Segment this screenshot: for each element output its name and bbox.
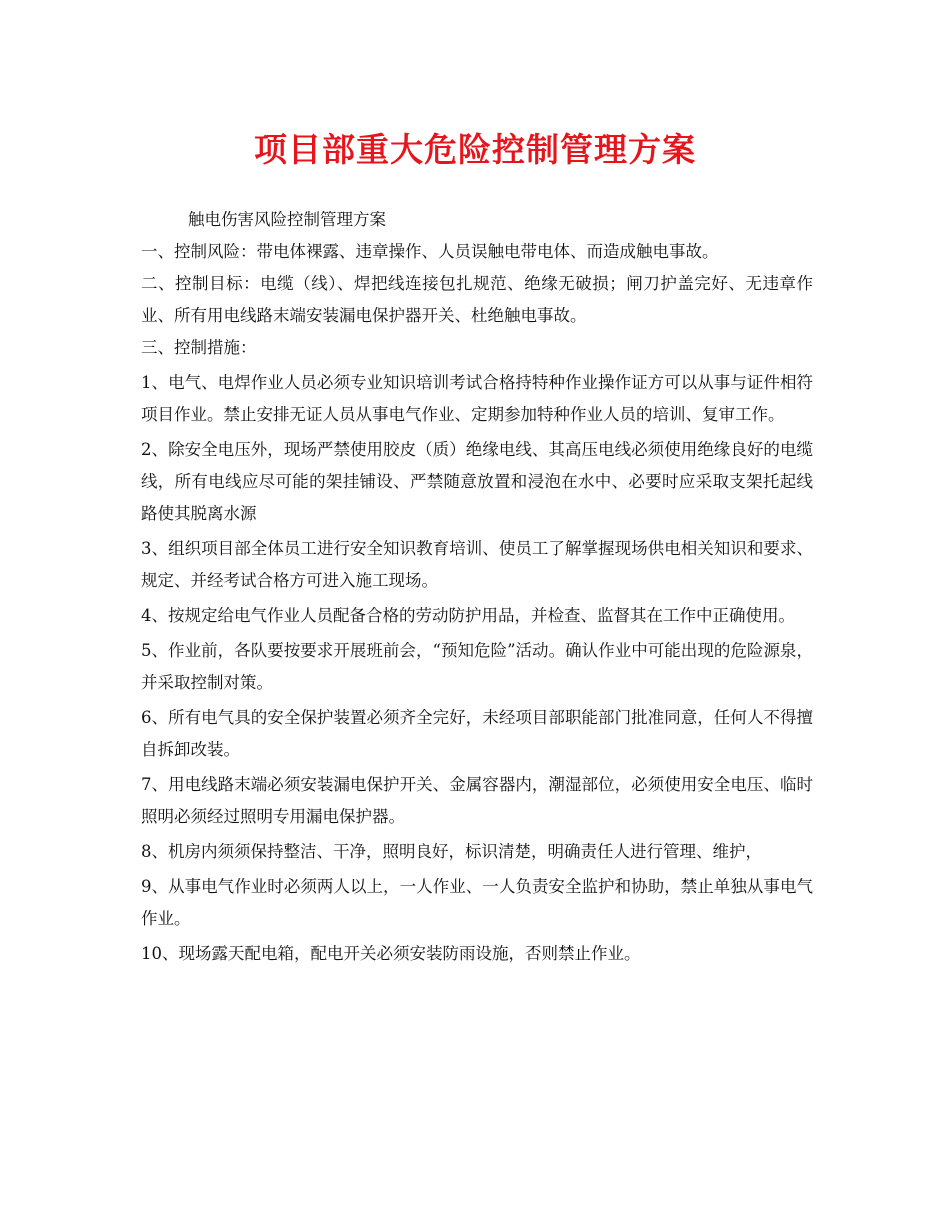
paragraph-control-target: 二、控制目标：电缆（线）、焊把线连接包扎规范、绝缘无破损；闸刀护盖完好、无违章作业、所有用电线路末端安装漏电保护器开关、杜绝触电事故。: [141, 274, 813, 325]
paragraph-measure-7: 7、用电线路末端必须安装漏电保护开关、金属容器内，潮湿部位，必须使用安全电压、临时照明必须经过照明专用漏电保护器。: [141, 775, 813, 826]
section-subtitle: 触电伤害风险控制管理方案: [188, 210, 386, 229]
paragraph-measure-4: 4、按规定给电气作业人员配备合格的劳动防护用品，并检查、监督其在工作中正确使用。: [141, 606, 795, 625]
paragraph-measure-9: 9、从事电气作业时必须两人以上，一人作业、一人负责安全监护和协助，禁止单独从事电气作业。: [141, 877, 813, 928]
paragraph-measure-6: 6、所有电气具的安全保护装置必须齐全完好，未经项目部职能部门批准同意，任何人不得擅自拆卸改装。: [141, 708, 813, 759]
document-body: [141, 204, 813, 970]
paragraph-measure-8: 8、机房内须须保持整洁、干净，照明良好，标识清楚，明确责任人进行管理、维护，: [141, 842, 762, 861]
paragraph-measure-10: 10、现场露天配电箱，配电开关必须安装防雨设施，否则禁止作业。: [141, 944, 641, 963]
paragraph-measure-3: 3、组织项目部全体员工进行安全知识教育培训、使员工了解掌握现场供电相关知识和要求、规定、并经考试合格方可进入施工现场。: [141, 539, 813, 590]
paragraph-measure-2: 2、除安全电压外，现场严禁使用胶皮（质）绝缘电线、其高压电线必须使用绝缘良好的电缆线，所有电线应尽可能的架挂铺设、严禁随意放置和浸泡在水中、必要时应采取支架托起线路使其脱离水源: [141, 440, 813, 523]
paragraph-measure-1: 1、电气、电焊作业人员必须专业知识培训考试合格持特种作业操作证方可以从事与证件相符项目作业。禁止安排无证人员从事电气作业、定期参加特种作业人员的培训、复审工作。: [141, 373, 813, 424]
paragraph-control-measures-heading: 三、控制措施：: [141, 338, 257, 357]
paragraph-control-risk: 一、控制风险：带电体裸露、违章操作、人员误触电带电体、而造成触电事故。: [141, 242, 719, 261]
paragraph-measure-5: 5、作业前，各队要按要求开展班前会，“预知危险”活动。确认作业中可能出现的危险源泉，并采取控制对策。: [141, 641, 813, 692]
document-title: 项目部重大危险控制管理方案: [254, 130, 696, 169]
